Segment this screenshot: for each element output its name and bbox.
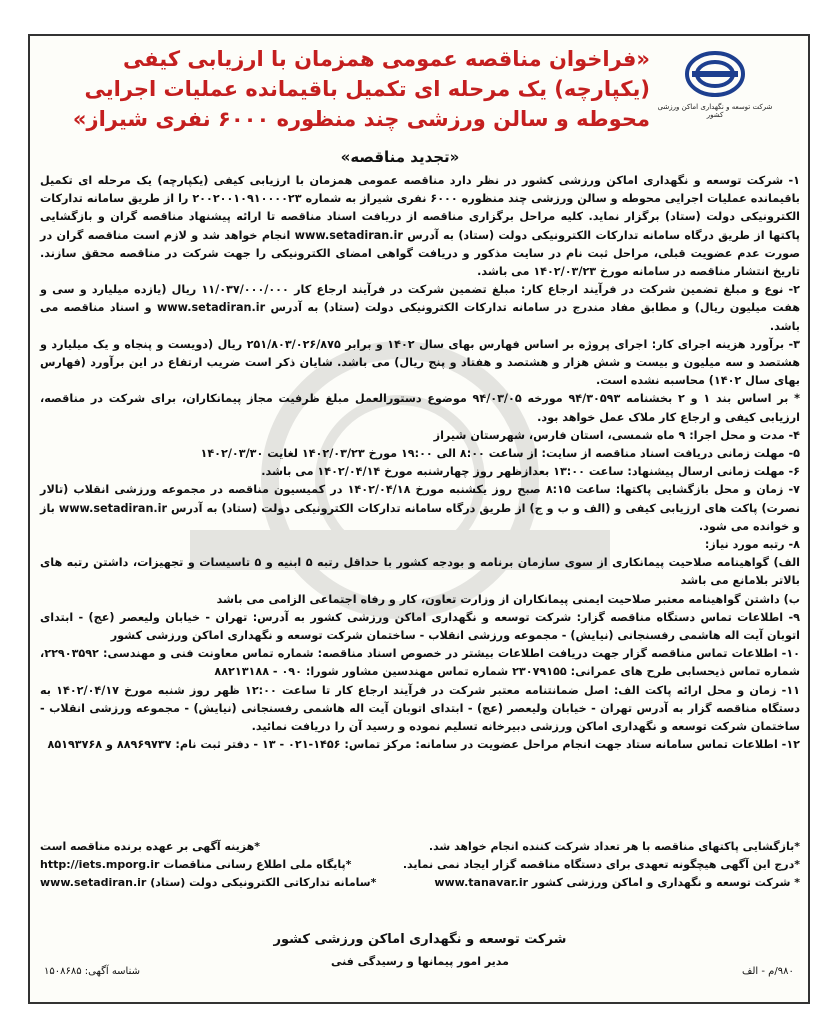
note-item: *سامانه تدارکاتی الکترونیکی دولت (ستاد) www.setadiran.ir — [40, 876, 377, 889]
paragraph: * بر اساس بند ۱ و ۲ بخشنامه ۹۴/۳۰۵۹۳ مورخه ۹۴/۰۳/۰۵ موضوع دستورالعمل مبلغ ظرفیت مجاز پیمانکاران، برای شرکت در مناقصه، ارزیابی کیفی و ارجاع کار ملاک عمل خواهد بود. — [40, 392, 800, 424]
department-name: مدیر امور پیمانها و رسیدگی فنی — [331, 955, 509, 968]
title-line: محوطه و سالن ورزشی چند منظوره ۶۰۰۰ نفری شیراز» — [72, 107, 650, 131]
note-item: *هزینه آگهی بر عهده برنده مناقصه است — [40, 840, 260, 853]
notes-list — [40, 838, 800, 892]
paragraph: ۱۱- زمان و محل ارائه پاکت الف: اصل ضمانتنامه معتبر شرکت در فرآیند ارجاع کار تا ساعت ۱۲:۰۰ ظهر روز شنبه مورخ ۱۴۰۲/۰۴/۱۷ به دستگاه مناقصه گزار به آدرس تهران - خیابان ولیعصر (عج) - ابتدای اتوبان آیت اله هاشمی رفسنجانی (نیایش) - مجموعه ورزشی انقلاب - ساختمان شرکت توسعه و نگهداری اماکن ورزشی دبیرخانه تسلیم نموده و رسید آن را دریافت نمائید. — [40, 683, 800, 734]
ad-code: ۹۸۰/م - الف — [742, 966, 794, 977]
company-logo — [650, 50, 780, 120]
title-line: (یکپارچه) یک مرحله ای تکمیل باقیمانده عملیات اجرایی — [84, 77, 650, 101]
logo-caption: شرکت توسعه و نگهداری اماکن ورزشی کشور — [657, 103, 773, 119]
paragraph: ۸- رتبه مورد نیاز: — [704, 538, 800, 552]
paragraph: ۲- نوع و مبلغ تضمین شرکت در فرآیند ارجاع کار: مبلغ تضمین شرکت در فرآیند ارجاع کار ۱۱/۰۳۷/۰۰۰/۰۰۰ ریال (یازده میلیارد و سی و هفت میلیون ریال) و مطابق مفاد مندرج در سامانه تدارکات الکترونیکی دولت (ستاد) به آدرس www.setadiran.ir و اسناد مناقصه می باشد. — [40, 283, 801, 333]
notice-title — [72, 44, 650, 134]
paragraph: ۱۰- اطلاعات تماس مناقصه گزار جهت دریافت اطلاعات بیشتر در خصوص اسناد مناقصه: شماره تماس معاونت فنی و مهندسی: ۲۲۹۰۳۵۹۲، شماره تماس ذیحسابی طرح های عمرانی: ۲۳۰۷۹۱۵۵ شماره تماس مهندسین مشاور شورا: ۰۹۰ - ۸۸۲۱۳۱۸۸ — [40, 647, 800, 679]
notes-row — [40, 856, 800, 874]
paragraph: ۳- برآورد هزینه اجرای کار: اجرای پروژه بر اساس فهارس بهای سال ۱۴۰۲ و برابر ۲۵۱/۸۰۳/۰۲۶/۸۷۵ ریال (دویست و پنجاه و یک میلیارد و هشتصد و سه میلیون و بیست و شش هزار و هشتصد و هفتاد و پنج ریال) می باشد. شایان ذکر است ضریب ارتفاع در این برآورد (فهارس بهای سال ۱۴۰۲) محاسبه نشده است. — [40, 337, 801, 388]
note-item: * شرکت توسعه و نگهداری و اماکن ورزشی کشور www.tanavar.ir — [434, 876, 800, 889]
notes-row — [40, 874, 800, 892]
paragraph: ۷- زمان و محل بازگشایی پاکتها: ساعت ۸:۱۵ صبح روز یکشنبه مورخ ۱۴۰۲/۰۴/۱۸ در کمیسیون مناقصه در مجموعه ورزشی انقلاب (تالار نصرت) پاکت های ارزیابی کیفی و (الف و ب و ج) از طریق درگاه سامانه تدارکات الکترونیکی دولت (ستاد) به آدرس www.setadiran.ir باز و خوانده می شود. — [40, 483, 800, 533]
paragraph: ۱- شرکت توسعه و نگهداری اماکن ورزشی کشور در نظر دارد مناقصه عمومی همزمان با ارزیابی کیفی (یکپارچه) یک مرحله ای تکمیل باقیمانده عملیات اجرایی محوطه و سالن ورزشی چند منظوره ۶۰۰۰ نفری شیراز به شماره ۲۰۰۲۰۰۱۰۹۱۰۰۰۰۲۳ را از طریق سامانه تدارکات الکترونیکی دولت (ستاد) برگزار نماید. کلیه مراحل برگزاری مناقصه از دریافت اسناد مناقصه تا ارائه پیشنهاد مناقصه گران و بازگشایی پاکتها از طریق درگاه سامانه تدارکات الکترونیکی دولت (ستاد) به آدرس www.setadiran.ir انجام خواهد شد و لازم است مناقصه گران در صورت عدم عضویت قبلی، مراحل ثبت نام در سایت مذکور و دریافت گواهی امضای الکترونیکی را جهت شرکت در مناقصه محقق سازند. تاریخ انتشار مناقصه در سامانه مورخ ۱۴۰۲/۰۳/۲۳ می باشد. — [40, 174, 800, 279]
notes-row — [40, 838, 800, 856]
logo-icon — [684, 50, 746, 98]
paragraph: ب) داشتن گواهینامه معتبر صلاحیت ایمنی پیمانکاران از وزارت تعاون، کار و رفاه اجتماعی الزامی می باشد — [216, 592, 800, 606]
notice-subtitle: «تجدید مناقصه» — [340, 148, 460, 166]
paragraph: الف) گواهینامه صلاحیت پیمانکاری از سوی سازمان برنامه و بودجه کشور با حداقل رتبه ۵ ابنیه و ۵ تاسیسات و تجهیزات، داشتن رتبه های بالاتر بلامانع می باشد — [40, 556, 801, 588]
note-item: *پایگاه ملی اطلاع رسانی مناقصات http://iets.mporg.ir — [40, 858, 352, 871]
notice-body — [40, 172, 800, 755]
title-line: «فراخوان مناقصه عمومی همزمان با ارزیابی کیفی — [122, 47, 650, 71]
paragraph: ۱۲- اطلاعات تماس سامانه ستاد جهت انجام مراحل عضویت در سامانه: مرکز تماس: ۱۴۵۶-۰۲۱ - ۱۳ - دفتر ثبت نام: ۸۸۹۶۹۷۳۷ و ۸۵۱۹۳۷۶۸ — [47, 738, 800, 752]
paragraph: ۴- مدت و محل اجرا: ۹ ماه شمسی، استان فارس، شهرستان شیراز — [433, 428, 800, 442]
paragraph: ۶- مهلت زمانی ارسال پیشنهاد: ساعت ۱۳:۰۰ بعدازظهر روز چهارشنبه مورخ ۱۴۰۲/۰۴/۱۴ می باشد. — [261, 465, 800, 479]
note-item: *درج این آگهی هیچگونه تعهدی برای دستگاه مناقصه گزار ایجاد نمی نماید. — [402, 858, 800, 871]
organization-name: شرکت توسعه و نگهداری اماکن ورزشی کشور — [273, 932, 567, 947]
paragraph: ۵- مهلت زمانی دریافت اسناد مناقصه از سایت: از ساعت ۸:۰۰ الی ۱۹:۰۰ مورخ ۱۴۰۲/۰۳/۲۳ لغایت ۱۴۰۲/۰۳/۳۰ — [200, 447, 800, 461]
paragraph: ۹- اطلاعات تماس دستگاه مناقصه گزار: شرکت توسعه و نگهداری اماکن ورزشی کشور به آدرس: تهران - خیابان ولیعصر (عج) - ابتدای اتوبان آیت اله هاشمی رفسنجانی (نیایش) - مجموعه ورزشی انقلاب - ساختمان شرکت توسعه و نگهداری اماکن ورزشی کشور — [40, 610, 800, 643]
note-item: *بازگشایی پاکتهای مناقصه با هر تعداد شرکت کننده انجام خواهد شد. — [428, 840, 800, 853]
ad-identifier: شناسه آگهی: ۱۵۰۸۶۸۵ — [44, 966, 141, 977]
